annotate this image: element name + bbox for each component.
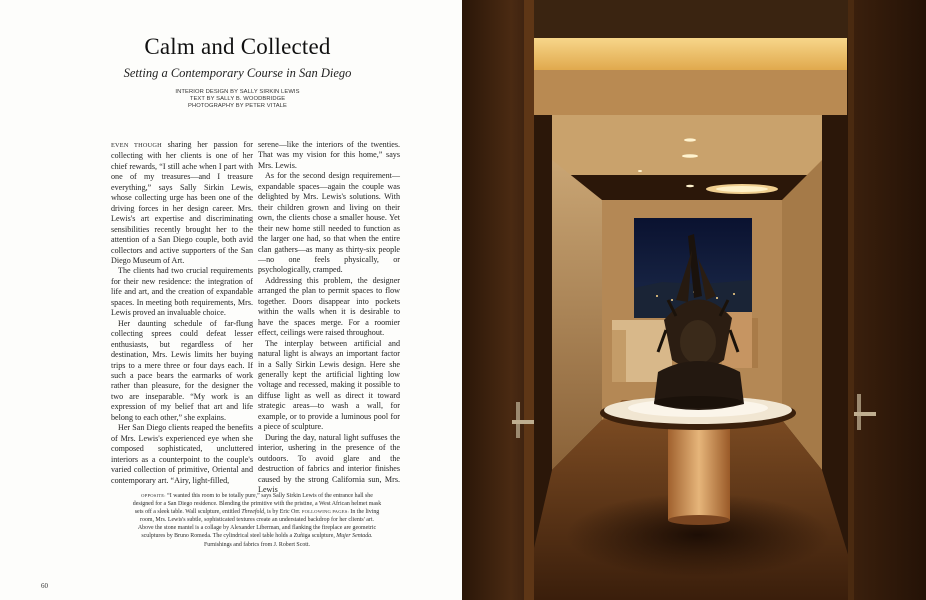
body-paragraph: serene—like the interiors of the twenties. That was my vision for this home,” says Mrs. Lewis. xyxy=(258,140,400,170)
body-paragraph: As for the second design requirement—expandable spaces—again the couple was delighted by Mrs. Lewis's solutions. With their children grown and living on their own, the clients chose a smaller house. Yet their new home still needed to function as the larger one had, so that when the entire clan gathers—as many as thirty-six people—no one feels physically, or psychologically, cramped. xyxy=(258,171,400,275)
body-paragraph: EVEN THOUGH sharing her passion for collecting with her clients is one of her chief rewards, “I still ache when I part with one of my treasures—and I treasure everything,” says Sally Sirkin Lewis, whose collecting urge has been one of the driving forces in her design career. Mrs. Lewis's art expertise and discriminating sensibilities recently brought her to the attention of a San Diego couple, both avid collectors and active supporters of the San Diego Museum of Art. xyxy=(111,140,253,265)
article-subtitle: Setting a Contemporary Course in San Diego xyxy=(123,66,352,80)
page-number: 60 xyxy=(41,582,48,590)
photo-caption: OPPOSITE: “I wanted this room to be totally pure,” says Sally Sirkin Lewis of the entrance hall she designed for a San Diego residence. Blending the primitive with the pristine, a West African helmet mask sets off a sleek table. Wall sculpture, entitled Threefold, is by Eric Orr. FOLLOWING PAGES: In the living room, Mrs. Lewis's subtle, sophisticated textures create an understated backdrop for her clients' art. Above the stone mantel is a collage by Alexander Liberman, and flanking the fireplace are geometric sculptures by Bruno Romeda. The cylindrical steel table holds a Zuñiga sculpture, Mujer Sentada. Furnishings and fabrics from J. Robert Scott. xyxy=(132,493,382,548)
credit-photography: PHOTOGRAPHY BY PETER VITALE xyxy=(188,103,287,109)
lead-in: EVEN THOUGH xyxy=(111,142,162,149)
left-page xyxy=(0,0,462,600)
body-paragraph: Her daunting schedule of far-flung collecting sprees could defeat lesser enthusiasts, but regardless of her destination, Mrs. Lewis limits her buying trips to a mere three or four days each. If such a pace bears the earmarks of work rather than pleasure, for the designer the two are inseparable. “My work is an expression of my belief that art and life belong to each other,” she explains. xyxy=(111,318,253,422)
credits-block xyxy=(0,89,475,110)
credit-interior-design: INTERIOR DESIGN BY SALLY SIRKIN LEWIS xyxy=(175,89,300,95)
article-title: Calm and Collected xyxy=(144,34,331,59)
body-column-1 xyxy=(111,140,253,486)
credit-text: TEXT BY SALLY B. WOODBRIDGE xyxy=(189,96,286,102)
body-paragraph: Addressing this problem, the designer arranged the plan to permit spaces to flow together. Doors disappear into pockets within the walls when it is desirable to have the spaces merge. For a roomier effect, ceilings were raised throughout. xyxy=(258,275,400,338)
photograph xyxy=(462,0,926,600)
body-column-2 xyxy=(258,140,400,495)
entrance-hall-photo xyxy=(462,0,926,600)
body-paragraph: The interplay between artificial and natural light is always an important factor in a Sally Sirkin Lewis design. Here she generally kept the artificial lighting low voltage and recessed, making it possible to diffuse light as well as direct it toward strategic areas—to wash a wall, for example, or to provide a luminous pool for a piece of sculpture. xyxy=(258,338,400,432)
body-paragraph: During the day, natural light suffuses the interior, ushering in the presence of the outdoors. To avoid glare and the destruction of fabrics and interior finishes caused by the strong California sun, Mrs. Lewis xyxy=(258,432,400,494)
body-paragraph: The clients had two crucial requirements for their new residence: the integration of life and art, and the creation of expandable spaces. In meeting both requirements, Mrs. Lewis proved an invaluable choice. xyxy=(111,266,253,318)
body-paragraph: Her San Diego clients reaped the benefits of Mrs. Lewis's experienced eye when she composed sophisticated, uncluttered interiors as a counterpoint to the couple's varied collection of primitive, Oriental and contemporary art. “Airy, light-filled, xyxy=(111,423,253,485)
